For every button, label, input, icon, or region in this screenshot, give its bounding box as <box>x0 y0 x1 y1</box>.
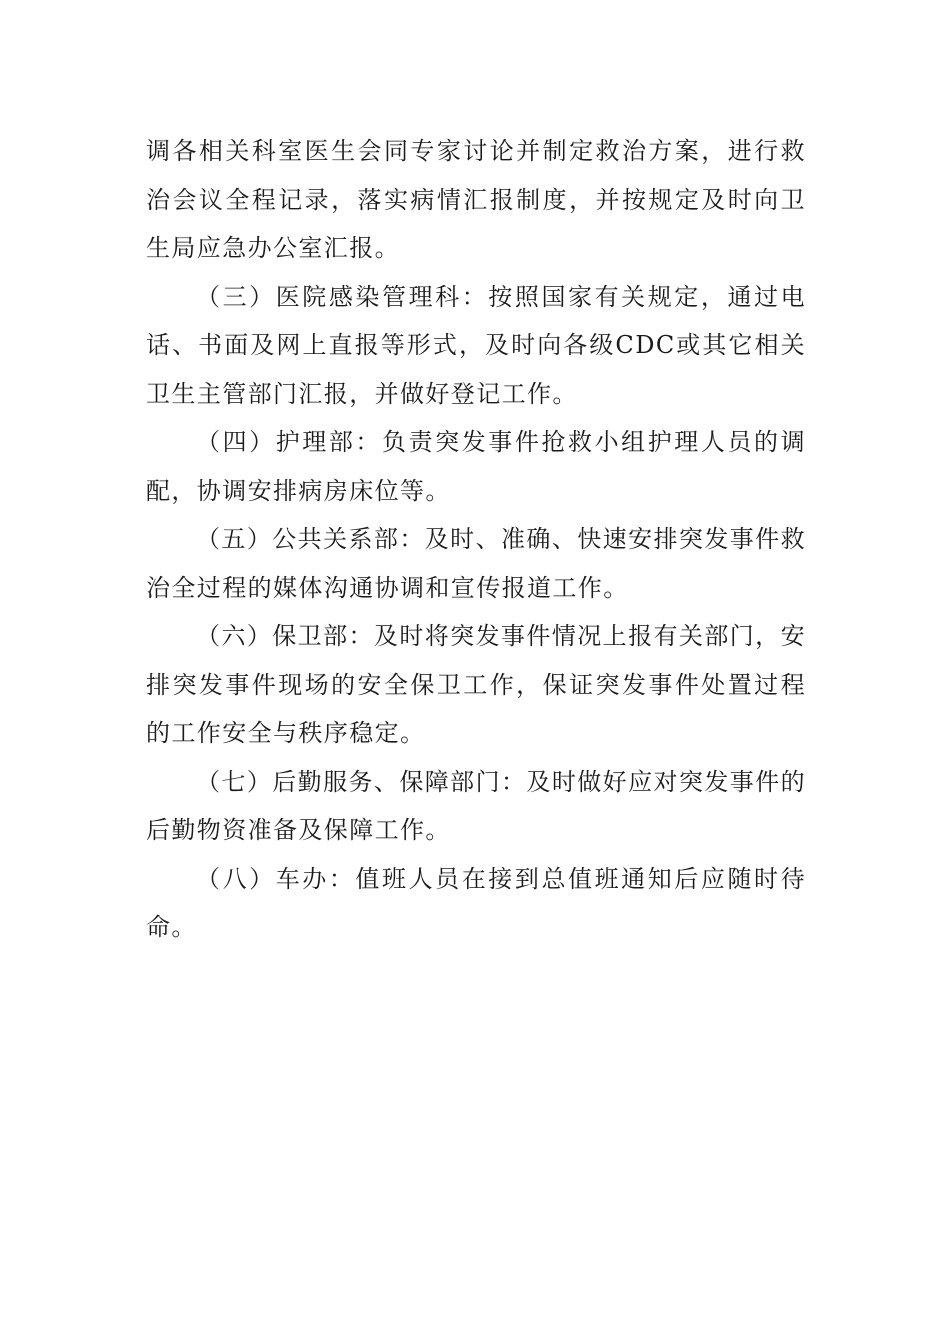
paragraph-vehicle-office: （八）车办：值班人员在接到总值班通知后应随时待命。 <box>146 864 806 941</box>
paragraph-nursing: （四）护理部：负责突发事件抢救小组护理人员的调配，协调安排病房床位等。 <box>146 428 806 505</box>
paragraph-security: （六）保卫部：及时将突发事件情况上报有关部门，安排突发事件现场的安全保卫工作，保证突发事件处置过程的工作安全与秩序稳定。 <box>146 622 806 747</box>
paragraph-logistics: （七）后勤服务、保障部门：及时做好应对突发事件的后勤物资准备及保障工作。 <box>146 767 806 844</box>
paragraph-infection-control: （三）医院感染管理科：按照国家有关规定，通过电话、书面及网上直报等形式，及时向各级CDC或其它相关卫生主管部门汇报，并做好登记工作。 <box>146 282 806 408</box>
paragraph-public-relations: （五）公共关系部：及时、准确、快速安排突发事件救治全过程的媒体沟通协调和宣传报道工作。 <box>146 525 806 602</box>
document-body <box>146 127 806 952</box>
paragraph-continuation: 调各相关科室医生会同专家讨论并制定救治方案，进行救治会议全程记录，落实病情汇报制度，并按规定及时向卫生局应急办公室汇报。 <box>146 137 806 262</box>
